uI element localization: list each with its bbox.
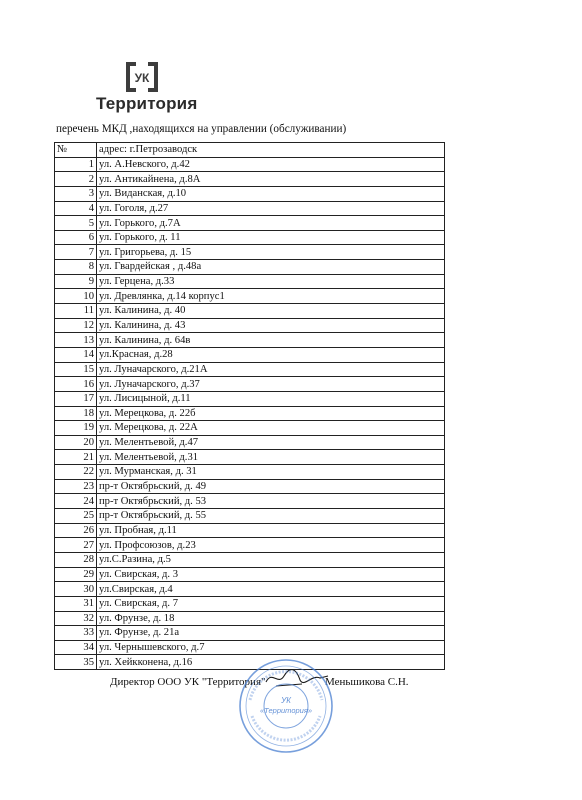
- table-row: [55, 274, 445, 289]
- table-row: [55, 596, 445, 611]
- row-address: ул.Красная, д.28: [97, 347, 445, 362]
- table-row: [55, 333, 445, 348]
- row-address: ул. Мерецкова, д. 22б: [97, 406, 445, 421]
- row-address: ул. Мурманская, д. 31: [97, 465, 445, 480]
- logo-mark-text: УК: [134, 71, 150, 85]
- table-row: [55, 406, 445, 421]
- row-number: 1: [55, 157, 97, 172]
- document-heading: перечень МКД ,находящихся на управлении (обслуживании): [56, 123, 347, 135]
- row-number: 21: [55, 450, 97, 465]
- row-address: ул. Чернышевского, д.7: [97, 640, 445, 655]
- row-number: 11: [55, 304, 97, 319]
- row-number: 33: [55, 626, 97, 641]
- row-number: 9: [55, 274, 97, 289]
- company-stamp: [236, 656, 336, 756]
- director-name: Меньшикова С.Н.: [325, 676, 409, 688]
- row-number: 35: [55, 655, 97, 670]
- table-row: [55, 362, 445, 377]
- row-number: 17: [55, 391, 97, 406]
- row-address: ул. Калинина, д. 64в: [97, 333, 445, 348]
- table-row: [55, 582, 445, 597]
- row-address: ул. Гвардейская , д.48а: [97, 260, 445, 275]
- row-number: 23: [55, 479, 97, 494]
- row-number: 14: [55, 347, 97, 362]
- row-number: 26: [55, 523, 97, 538]
- row-number: 24: [55, 494, 97, 509]
- row-number: 34: [55, 640, 97, 655]
- row-address: ул. Горького, д.7А: [97, 216, 445, 231]
- table-row: [55, 304, 445, 319]
- row-address: ул. Калинина, д. 40: [97, 304, 445, 319]
- svg-text:УК: УК: [281, 696, 291, 705]
- row-number: 20: [55, 435, 97, 450]
- row-address: ул. Виданская, д.10: [97, 186, 445, 201]
- table-row: [55, 435, 445, 450]
- row-number: 19: [55, 421, 97, 436]
- table-row: [55, 479, 445, 494]
- row-number: 5: [55, 216, 97, 231]
- director-position: Директор ООО УК "Территория": [110, 676, 266, 688]
- row-number: 12: [55, 318, 97, 333]
- table-row: [55, 611, 445, 626]
- row-number: 31: [55, 596, 97, 611]
- table-row: [55, 509, 445, 524]
- row-address: ул. Луначарского, д.21А: [97, 362, 445, 377]
- row-number: 25: [55, 509, 97, 524]
- row-address: ул. Профсоюзов, д.23: [97, 538, 445, 553]
- row-address: пр-т Октябрьский, д. 53: [97, 494, 445, 509]
- logo-mark-icon: [124, 60, 160, 94]
- row-address: ул. Древлянка, д.14 корпус1: [97, 289, 445, 304]
- table-row: [55, 260, 445, 275]
- row-address: ул. А.Невского, д.42: [97, 157, 445, 172]
- row-number: 3: [55, 186, 97, 201]
- table-row: [55, 391, 445, 406]
- row-number: 32: [55, 611, 97, 626]
- row-number: 22: [55, 465, 97, 480]
- table-row: [55, 377, 445, 392]
- table-row: [55, 626, 445, 641]
- row-number: 16: [55, 377, 97, 392]
- row-address: ул. Мелентьевой, д.31: [97, 450, 445, 465]
- table-row: [55, 465, 445, 480]
- row-address: ул. Мерецкова, д. 22А: [97, 421, 445, 436]
- table-row: [55, 201, 445, 216]
- row-number: 28: [55, 552, 97, 567]
- table-row: [55, 172, 445, 187]
- table-row: [55, 216, 445, 231]
- table-row: [55, 245, 445, 260]
- table-row: [55, 230, 445, 245]
- row-address: ул.Свирская, д.4: [97, 582, 445, 597]
- table-row: [55, 640, 445, 655]
- table-row: [55, 567, 445, 582]
- row-address: ул. Лисицыной, д.11: [97, 391, 445, 406]
- row-number: 18: [55, 406, 97, 421]
- row-number: 7: [55, 245, 97, 260]
- row-address: ул. Фрунзе, д. 21а: [97, 626, 445, 641]
- row-address: ул. Гоголя, д.27: [97, 201, 445, 216]
- table-header-row: [55, 143, 445, 158]
- row-address: ул. Антикайнена, д.8А: [97, 172, 445, 187]
- table-row: [55, 347, 445, 362]
- row-address: ул. Герцена, д.33: [97, 274, 445, 289]
- row-address: ул. Пробная, д.11: [97, 523, 445, 538]
- row-number: 27: [55, 538, 97, 553]
- table-row: [55, 450, 445, 465]
- row-number: 6: [55, 230, 97, 245]
- row-address: ул. Фрунзе, д. 18: [97, 611, 445, 626]
- row-address: ул. Калинина, д. 43: [97, 318, 445, 333]
- table-row: [55, 552, 445, 567]
- table-row: [55, 538, 445, 553]
- table-row: [55, 421, 445, 436]
- row-address: ул. Горького, д. 11: [97, 230, 445, 245]
- header-address: адрес: г.Петрозаводск: [97, 143, 445, 158]
- row-number: 10: [55, 289, 97, 304]
- row-number: 8: [55, 260, 97, 275]
- svg-text:«Территория»: «Территория»: [259, 706, 313, 715]
- table-row: [55, 157, 445, 172]
- row-number: 4: [55, 201, 97, 216]
- row-address: ул. Хейкконена, д.16: [97, 655, 445, 670]
- table-row: [55, 523, 445, 538]
- address-table: [54, 142, 445, 670]
- row-address: ул.С.Разина, д.5: [97, 552, 445, 567]
- row-address: ул. Григорьева, д. 15: [97, 245, 445, 260]
- table-row: [55, 318, 445, 333]
- row-address: ул. Луначарского, д.37: [97, 377, 445, 392]
- logo-name: Территория: [96, 94, 198, 113]
- row-number: 29: [55, 567, 97, 582]
- row-number: 15: [55, 362, 97, 377]
- row-address: ул. Мелентьевой, д.47: [97, 435, 445, 450]
- row-number: 13: [55, 333, 97, 348]
- table-row: [55, 494, 445, 509]
- header-num: №: [55, 143, 97, 158]
- row-address: ул. Свирская, д. 3: [97, 567, 445, 582]
- table-row: [55, 289, 445, 304]
- table-row: [55, 186, 445, 201]
- row-address: ул. Свирская, д. 7: [97, 596, 445, 611]
- row-number: 2: [55, 172, 97, 187]
- row-number: 30: [55, 582, 97, 597]
- row-address: пр-т Октябрьский, д. 55: [97, 509, 445, 524]
- row-address: пр-т Октябрьский, д. 49: [97, 479, 445, 494]
